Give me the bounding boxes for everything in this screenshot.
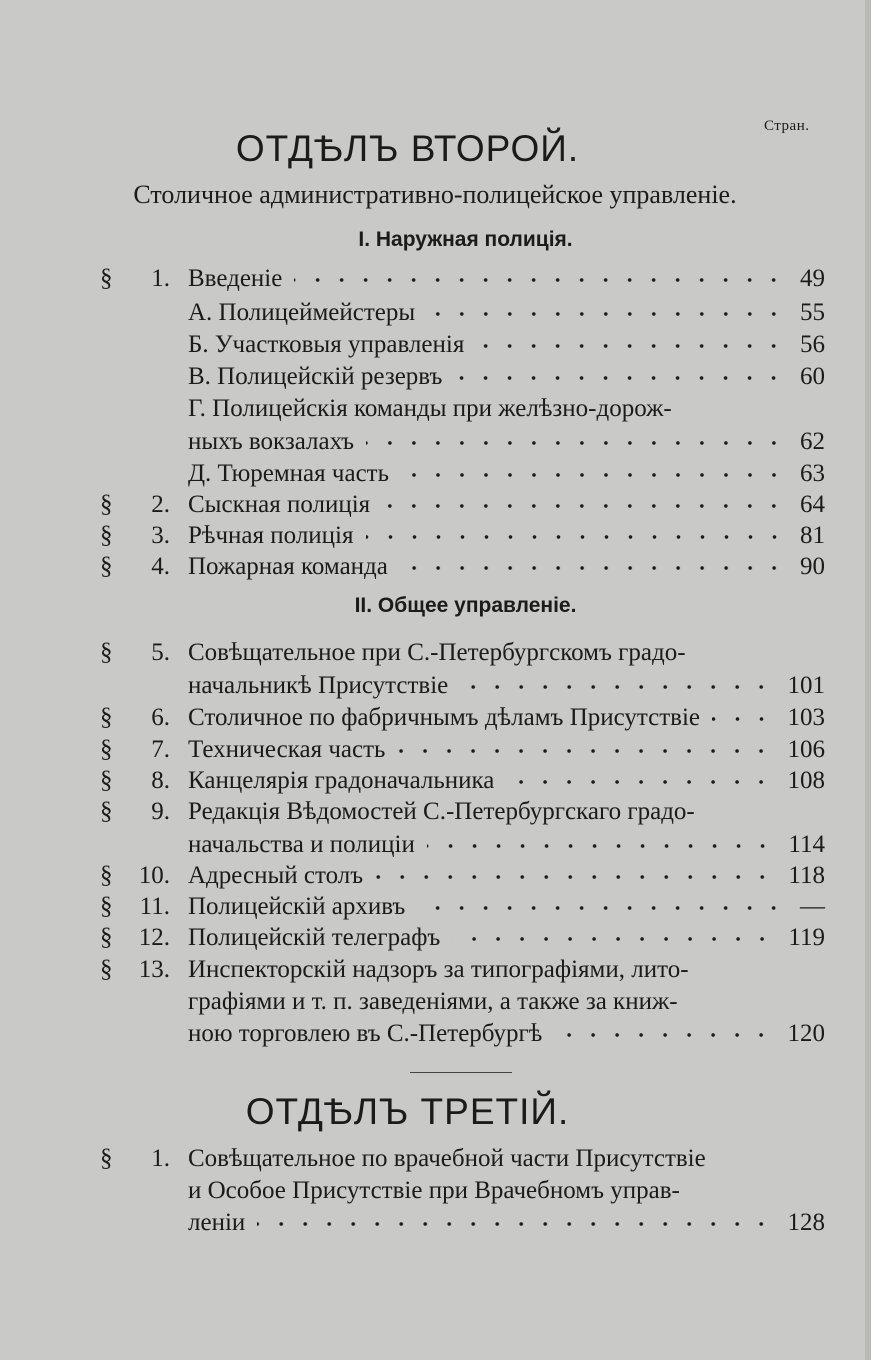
toc-entry-continuation [100,986,825,1018]
entry-title-continuation: леніи [188,1209,246,1236]
toc-entry [100,796,825,828]
toc-entry [100,637,825,669]
page-number: 55 [800,299,825,326]
dot-leader [712,717,774,721]
page-number: 120 [787,1020,825,1047]
entry-title: Совѣщательное по врачебной части Присутствіе [188,1145,706,1172]
toc-entry [100,329,825,361]
section-symbol: § [100,1145,113,1172]
page-number: 60 [800,363,825,390]
section-symbol: § [100,553,113,580]
entry-number: 10. [138,862,170,889]
toc-entry-continuation [100,1018,825,1050]
toc-entry [100,765,825,797]
entry-title: Полицейскій архивъ [188,893,406,920]
entry-number: 4. [151,553,170,580]
dot-leader [257,1222,773,1226]
dot-leader [452,937,774,941]
entry-number: 12. [138,924,170,951]
dot-leader [400,566,786,570]
toc-entry [100,489,825,521]
page-number: 63 [800,460,825,487]
page-number: 90 [800,553,825,580]
section-three-title: ОТДѢЛЪ ТРЕТІЙ. [245,1091,570,1132]
toc-entry [100,263,825,295]
toc-entry [100,458,825,490]
section-divider [410,1072,512,1073]
dot-leader [375,875,774,879]
toc-entry [100,297,825,329]
dot-leader [427,844,775,848]
page-number: 114 [788,831,825,858]
page-edge [865,0,871,1360]
toc-entry-continuation [100,426,825,458]
section-symbol: § [100,265,113,292]
section-symbol: § [100,862,113,889]
toc-entry [100,922,825,954]
dot-leader [454,376,786,380]
entry-number: 11. [139,893,170,920]
page-number: — [800,893,825,920]
section-two-subtitle: Столичное административно-полицейское управленіе. [133,180,737,209]
entry-title-continuation: начальникѣ Присутствіе [188,672,449,699]
entry-title: Совѣщательное при С.-Петербургскомъ градо- [188,639,686,666]
entry-title: Д. Тюремная часть [188,460,389,487]
entry-number: 5. [151,639,170,666]
section-symbol: § [100,491,113,518]
section-symbol: § [100,736,113,763]
dot-leader [366,535,786,539]
entry-number: 6. [151,704,170,731]
toc-entry [100,734,825,766]
dot-leader [397,749,773,753]
page-number: 49 [800,265,825,292]
part-2-heading: II. Общее управленіе. [354,594,577,617]
section-two-title: ОТДѢЛЪ ВТОРОЙ. [235,128,580,169]
toc-entry-continuation [100,829,825,861]
entry-number: 1. [151,265,170,292]
toc-entry-continuation [100,670,825,702]
entry-title-continuation: и Особое Присутствіе при Врачебномъ управ- [188,1177,680,1204]
toc-entry-continuation [100,1175,825,1207]
dot-leader [427,312,786,316]
entry-number: 1. [151,1145,170,1172]
toc-entry [100,393,825,425]
entry-title: Техническая часть [188,736,386,763]
page-number: 118 [788,862,825,889]
entry-title-continuation: начальства и полиціи [188,831,415,858]
entry-title-continuation: ною торговлею въ С.-Петербургѣ [188,1020,543,1047]
entry-title: Адресный столъ [188,862,364,889]
dot-leader [460,685,773,689]
entry-title: А. Полицеймейстеры [188,299,416,326]
section-symbol: § [100,704,113,731]
entry-number: 9. [151,798,170,825]
entry-title: Сыскная полиція [188,491,371,518]
entry-number: 3. [151,522,170,549]
entry-title: Б. Участковыя управленія [188,331,465,358]
entry-title: Введеніе [188,265,283,292]
entry-title: Рѣчная полиція [188,522,354,549]
toc-entry [100,551,825,583]
toc-entry [100,1143,825,1175]
dot-leader [294,278,786,282]
page-number: 108 [787,767,825,794]
entry-title: Пожарная команда [188,553,388,580]
entry-title: Редакція Вѣдомостей С.-Петербургскаго градо- [188,798,695,825]
toc-entry [100,891,825,923]
entry-title: Инспекторскій надзоръ за типографіями, лито- [188,956,689,983]
section-symbol: § [100,522,113,549]
section-symbol: § [100,893,113,920]
toc-entry [100,860,825,892]
page-number: 81 [800,522,825,549]
entry-number: 2. [151,491,170,518]
entry-title: Г. Полицейскія команды при желѣзно-дорож- [188,395,672,422]
section-symbol: § [100,924,113,951]
entry-number: 13. [138,956,170,983]
entry-number: 8. [151,767,170,794]
page-number: 101 [787,672,825,699]
section-symbol: § [100,767,113,794]
toc-entry [100,361,825,393]
section-symbol: § [100,798,113,825]
page-number: 128 [787,1209,825,1236]
page-number: 62 [800,428,825,455]
dot-leader [476,344,786,348]
toc-entry-continuation [100,1207,825,1239]
entry-title-continuation: ныхъ вокзалахъ [188,428,355,455]
section-symbol: § [100,956,113,983]
dot-leader [382,504,786,508]
section-symbol: § [100,639,113,666]
part-1-heading: I. Наружная полиція. [358,228,573,251]
page-column-label: Стран. [764,118,810,134]
toc-entry [100,520,825,552]
dot-leader [366,441,786,445]
entry-title: Столичное по фабричнымъ дѣламъ Присутствіе [188,704,700,731]
toc-entry [100,702,825,734]
dot-leader [401,473,786,477]
entry-title: Полицейскій телеграфъ [188,924,441,951]
page-number: 64 [800,491,825,518]
page-number: 103 [787,704,825,731]
page-number: 56 [800,331,825,358]
entry-title-continuation: графіями и т. п. заведеніями, а также за книж- [188,988,678,1015]
entry-title: Канцелярія градоначальника [188,767,495,794]
dot-leader [417,906,786,910]
entry-title: В. Полицейскій резервъ [188,363,443,390]
page-number: 106 [787,736,825,763]
toc-entry [100,954,825,986]
entry-number: 7. [151,736,170,763]
dot-leader [506,780,773,784]
dot-leader [554,1033,773,1037]
page-number: 119 [788,924,825,951]
